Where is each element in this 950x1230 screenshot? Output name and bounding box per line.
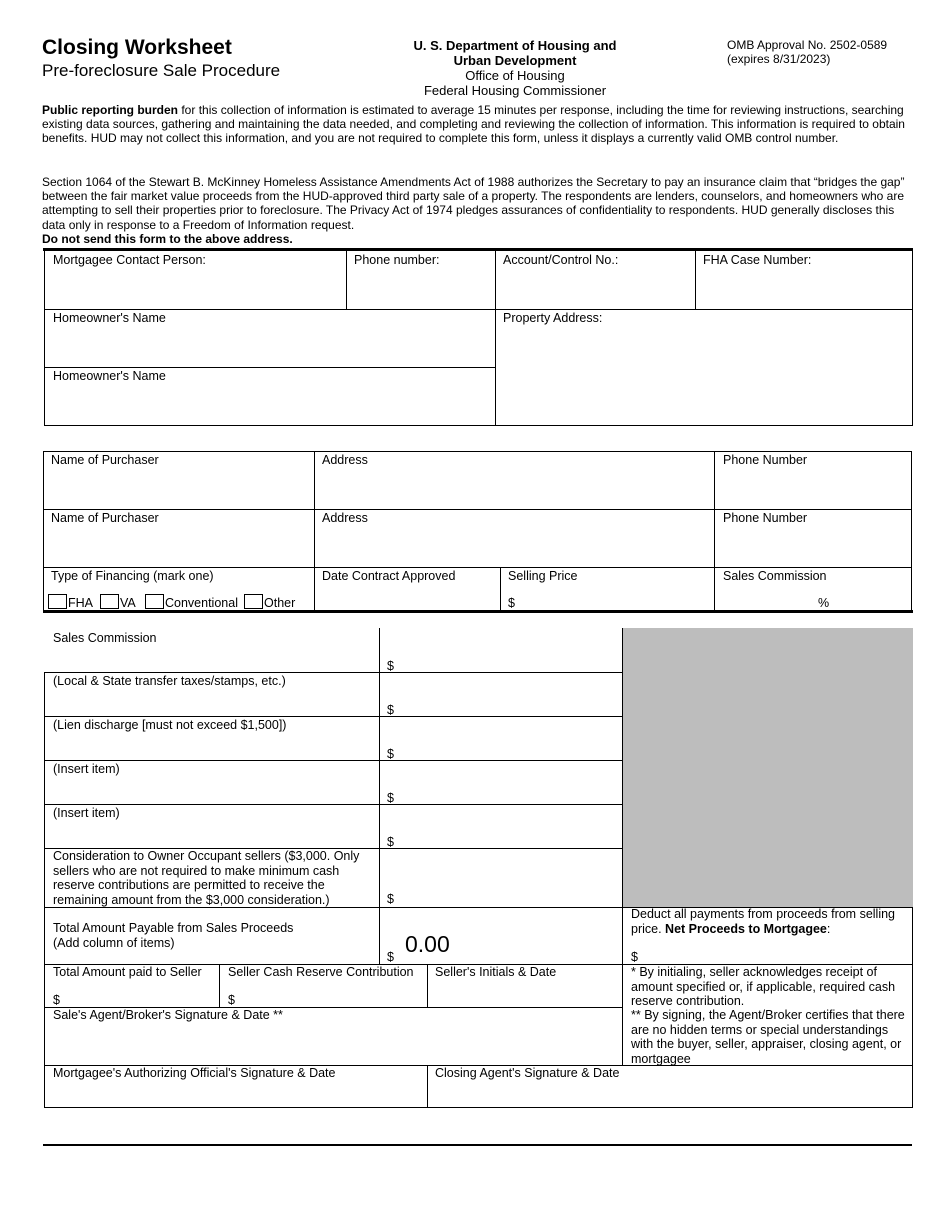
agency-line-3: Office of Housing <box>465 68 565 83</box>
conventional-label: Conventional <box>165 596 238 610</box>
agency-block <box>370 38 660 98</box>
rule <box>44 760 622 761</box>
paid-to-seller-label: Total Amount paid to Seller <box>53 965 202 979</box>
rule <box>44 672 45 907</box>
burden-text: for this collection of information is estimated to average 15 minutes per response, including the time for reviewing instructions, searching existing data sources, gathering and maintaining the data needed, and completing and reviewing the collection of information. This information is required to obtain benefits. HUD may not collect this information, and you are not required to complete this form, unless it displays a currently valid OMB control number. <box>42 103 905 146</box>
rule <box>44 804 622 805</box>
rule <box>714 451 715 611</box>
omb-expiry: (expires 8/31/2023) <box>727 52 831 66</box>
net-proceeds-label: Net Proceeds to Mortgagee <box>665 921 827 936</box>
rule <box>43 567 912 568</box>
omb-approval <box>727 38 887 66</box>
item-insert-1: (Insert item) <box>53 762 120 776</box>
rule <box>622 628 623 1065</box>
item-transfer-taxes: (Local & State transfer taxes/stamps, etc.) <box>53 674 286 688</box>
agency-line-4: Federal Housing Commissioner <box>423 83 607 98</box>
rule <box>43 509 912 510</box>
closing-agent-signature-label: Closing Agent's Signature & Date <box>435 1066 620 1080</box>
rule <box>500 567 501 611</box>
rule <box>44 367 495 368</box>
homeowner-name-label-2: Homeowner's Name <box>53 369 166 383</box>
rule <box>44 716 622 717</box>
rule <box>379 628 380 964</box>
item-dollar-1: $ <box>387 659 394 673</box>
mortgagee-contact-label: Mortgagee Contact Person: <box>53 253 206 267</box>
consideration-line-2: sellers who are not required to make minimum cash <box>53 863 340 878</box>
fha-checkbox[interactable] <box>48 594 67 609</box>
purchaser-phone-label-2: Phone Number <box>723 511 808 525</box>
deduct-text: Deduct all payments from proceeds from selling price. <box>631 907 896 936</box>
cash-reserve-dollar: $ <box>228 993 235 1007</box>
other-checkbox[interactable] <box>244 594 263 609</box>
consideration-line-4: remaining amount from the $3,000 consideration.) <box>53 892 330 907</box>
section-1064-statement <box>42 175 912 246</box>
total-payable-line-1: Total Amount Payable from Sales Proceeds <box>53 921 294 935</box>
item-dollar-6: $ <box>387 892 394 906</box>
footer-rule <box>43 1144 912 1146</box>
rule <box>44 309 913 310</box>
item-dollar-5: $ <box>387 835 394 849</box>
phone-number-label: Phone number: <box>354 253 440 267</box>
item-dollar-4: $ <box>387 791 394 805</box>
purchaser-address-label-2: Address <box>322 511 368 525</box>
va-label: VA <box>120 596 136 610</box>
total-value: 0.00 <box>405 931 450 957</box>
purchaser-phone-label-1: Phone Number <box>723 453 808 467</box>
rule <box>695 250 696 309</box>
rule <box>219 964 220 1007</box>
agent-note: ** By signing, the Agent/Broker certifies that there are no hidden terms or special understandings with the buyer, seller, appraiser, closing agent, or mortgagee <box>631 1008 905 1066</box>
sales-commission-percent: % <box>818 596 830 610</box>
consideration-line-3: reserve contributions are permitted to receive the <box>53 878 325 892</box>
rule <box>427 964 428 1007</box>
financing-type-label: Type of Financing (mark one) <box>51 569 214 583</box>
va-checkbox[interactable] <box>100 594 119 609</box>
form-title: Closing Worksheet <box>42 36 232 59</box>
fha-case-number-label: FHA Case Number: <box>703 253 812 267</box>
burden-statement <box>42 103 912 146</box>
section-1064-text: Section 1064 of the Stewart B. McKinney Homeless Assistance Amendments Act of 1988 authorizes the Secretary to pay an insurance claim that “bridges the gap” between the fair market value proceeds from the HUD-approved third party sale of a property. The respondents are lenders, counselors, and homeowners who are attempting to sell their properties prior to foreclosure. The Privacy Act of 1974 pledges assurances of confidentiality to respondents. HUD generally discloses this data only in response to a Freedom of Information request. <box>42 175 905 232</box>
mortgagee-signature-label: Mortgagee's Authorizing Official's Signature & Date <box>53 1066 336 1080</box>
total-payable-line-2: (Add column of items) <box>53 935 175 950</box>
net-proceeds-dollar: $ <box>631 950 638 964</box>
section2-box <box>43 451 912 612</box>
rule <box>44 672 622 673</box>
homeowner-name-label-1: Homeowner's Name <box>53 311 166 325</box>
deduct-colon: : <box>826 921 831 936</box>
do-not-send-notice: Do not send this form to the above address. <box>42 231 293 246</box>
paid-to-seller-dollar: $ <box>53 993 60 1007</box>
total-dollar: $ <box>387 950 394 964</box>
omb-number: OMB Approval No. 2502-0589 <box>727 38 888 52</box>
rule <box>427 1065 428 1108</box>
seller-initials-label: Seller's Initials & Date <box>435 965 557 979</box>
form-subtitle: Pre-foreclosure Sale Procedure <box>42 61 281 80</box>
item-consideration <box>53 849 373 907</box>
purchaser-name-label-2: Name of Purchaser <box>51 511 159 525</box>
rule <box>346 250 347 309</box>
initials-note: * By initialing, seller acknowledges receipt of amount specified or, if applicable, required cash reserve contribution. <box>631 965 896 1008</box>
purchaser-address-label-1: Address <box>322 453 368 467</box>
burden-bold: Public reporting burden <box>42 103 179 117</box>
conventional-checkbox[interactable] <box>145 594 164 609</box>
property-address-label: Property Address: <box>503 311 603 325</box>
item-dollar-2: $ <box>387 703 394 717</box>
item-sales-commission: Sales Commission <box>53 631 157 645</box>
date-contract-approved-label: Date Contract Approved <box>322 569 456 583</box>
purchaser-name-label-1: Name of Purchaser <box>51 453 159 467</box>
agency-line-2: Urban Development <box>453 53 577 68</box>
selling-price-label: Selling Price <box>508 569 578 583</box>
rule <box>314 451 315 611</box>
account-control-label: Account/Control No.: <box>503 253 619 267</box>
fha-label: FHA <box>68 596 93 610</box>
deduct-note <box>631 907 907 936</box>
item-lien-discharge: (Lien discharge [must not exceed $1,500]) <box>53 718 287 732</box>
item-insert-2: (Insert item) <box>53 806 120 820</box>
cash-reserve-label: Seller Cash Reserve Contribution <box>228 965 414 979</box>
section1-box <box>44 250 913 426</box>
item-dollar-3: $ <box>387 747 394 761</box>
agent-signature-label: Sale's Agent/Broker's Signature & Date ** <box>53 1008 283 1022</box>
shaded-area <box>622 628 913 907</box>
selling-price-dollar: $ <box>508 596 515 610</box>
rule <box>495 250 496 426</box>
sales-commission-label: Sales Commission <box>723 569 827 583</box>
consideration-line-1: Consideration to Owner Occupant sellers ($3,000. Only <box>53 849 360 863</box>
other-label: Other <box>264 596 296 610</box>
agency-line-1: U. S. Department of Housing and <box>413 38 617 53</box>
total-payable-label <box>53 921 293 950</box>
